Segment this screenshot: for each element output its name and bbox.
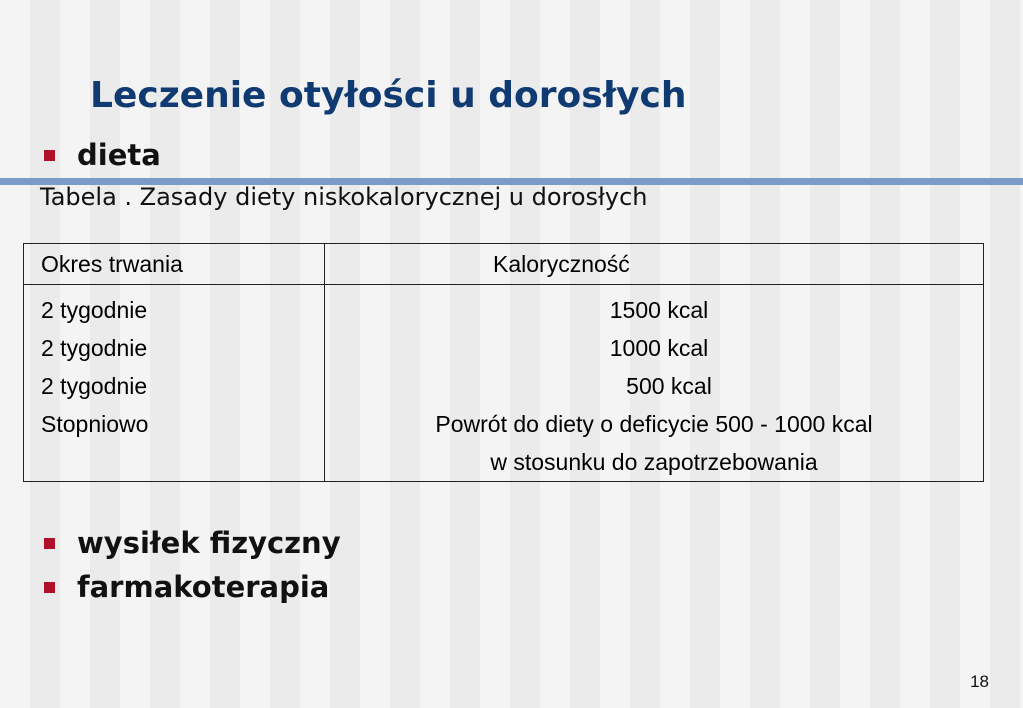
calories-value: Powrót do diety o deficycie 500 - 1000 kcal bbox=[435, 411, 873, 437]
table-row bbox=[24, 285, 984, 482]
diet-table bbox=[23, 243, 984, 482]
slide-title: Leczenie otyłości u dorosłych bbox=[90, 75, 687, 116]
page-number: 18 bbox=[970, 672, 989, 691]
table-caption: Tabela . Zasady diety niskokalorycznej u dorosłych bbox=[40, 183, 648, 211]
duration-value: Stopniowo bbox=[41, 411, 149, 437]
duration-cell bbox=[24, 285, 325, 482]
duration-value: 2 tygodnie bbox=[41, 297, 148, 323]
square-bullet-icon bbox=[44, 150, 55, 161]
calories-cell bbox=[325, 285, 984, 482]
duration-value: 2 tygodnie bbox=[41, 373, 148, 399]
square-bullet-icon bbox=[44, 582, 55, 593]
bullet-wysilek-fizyczny bbox=[44, 526, 341, 560]
calories-value: 500 kcal bbox=[626, 373, 712, 399]
table-header-row bbox=[24, 244, 984, 285]
bullet-farmakoterapia bbox=[44, 570, 329, 604]
bullet-label: dieta bbox=[77, 138, 161, 172]
calories-value: 1500 kcal bbox=[609, 297, 709, 323]
column-header-duration: Okres trwania bbox=[24, 244, 325, 285]
column-header-calories: Kaloryczność bbox=[325, 244, 984, 285]
calories-value: w stosunku do zapotrzebowania bbox=[490, 449, 818, 475]
duration-value: 2 tygodnie bbox=[41, 335, 148, 361]
bullet-dieta bbox=[44, 138, 161, 172]
bullet-label: farmakoterapia bbox=[77, 570, 330, 604]
square-bullet-icon bbox=[44, 538, 55, 549]
bullet-label: wysiłek fizyczny bbox=[77, 526, 341, 560]
calories-value: 1000 kcal bbox=[609, 335, 709, 361]
